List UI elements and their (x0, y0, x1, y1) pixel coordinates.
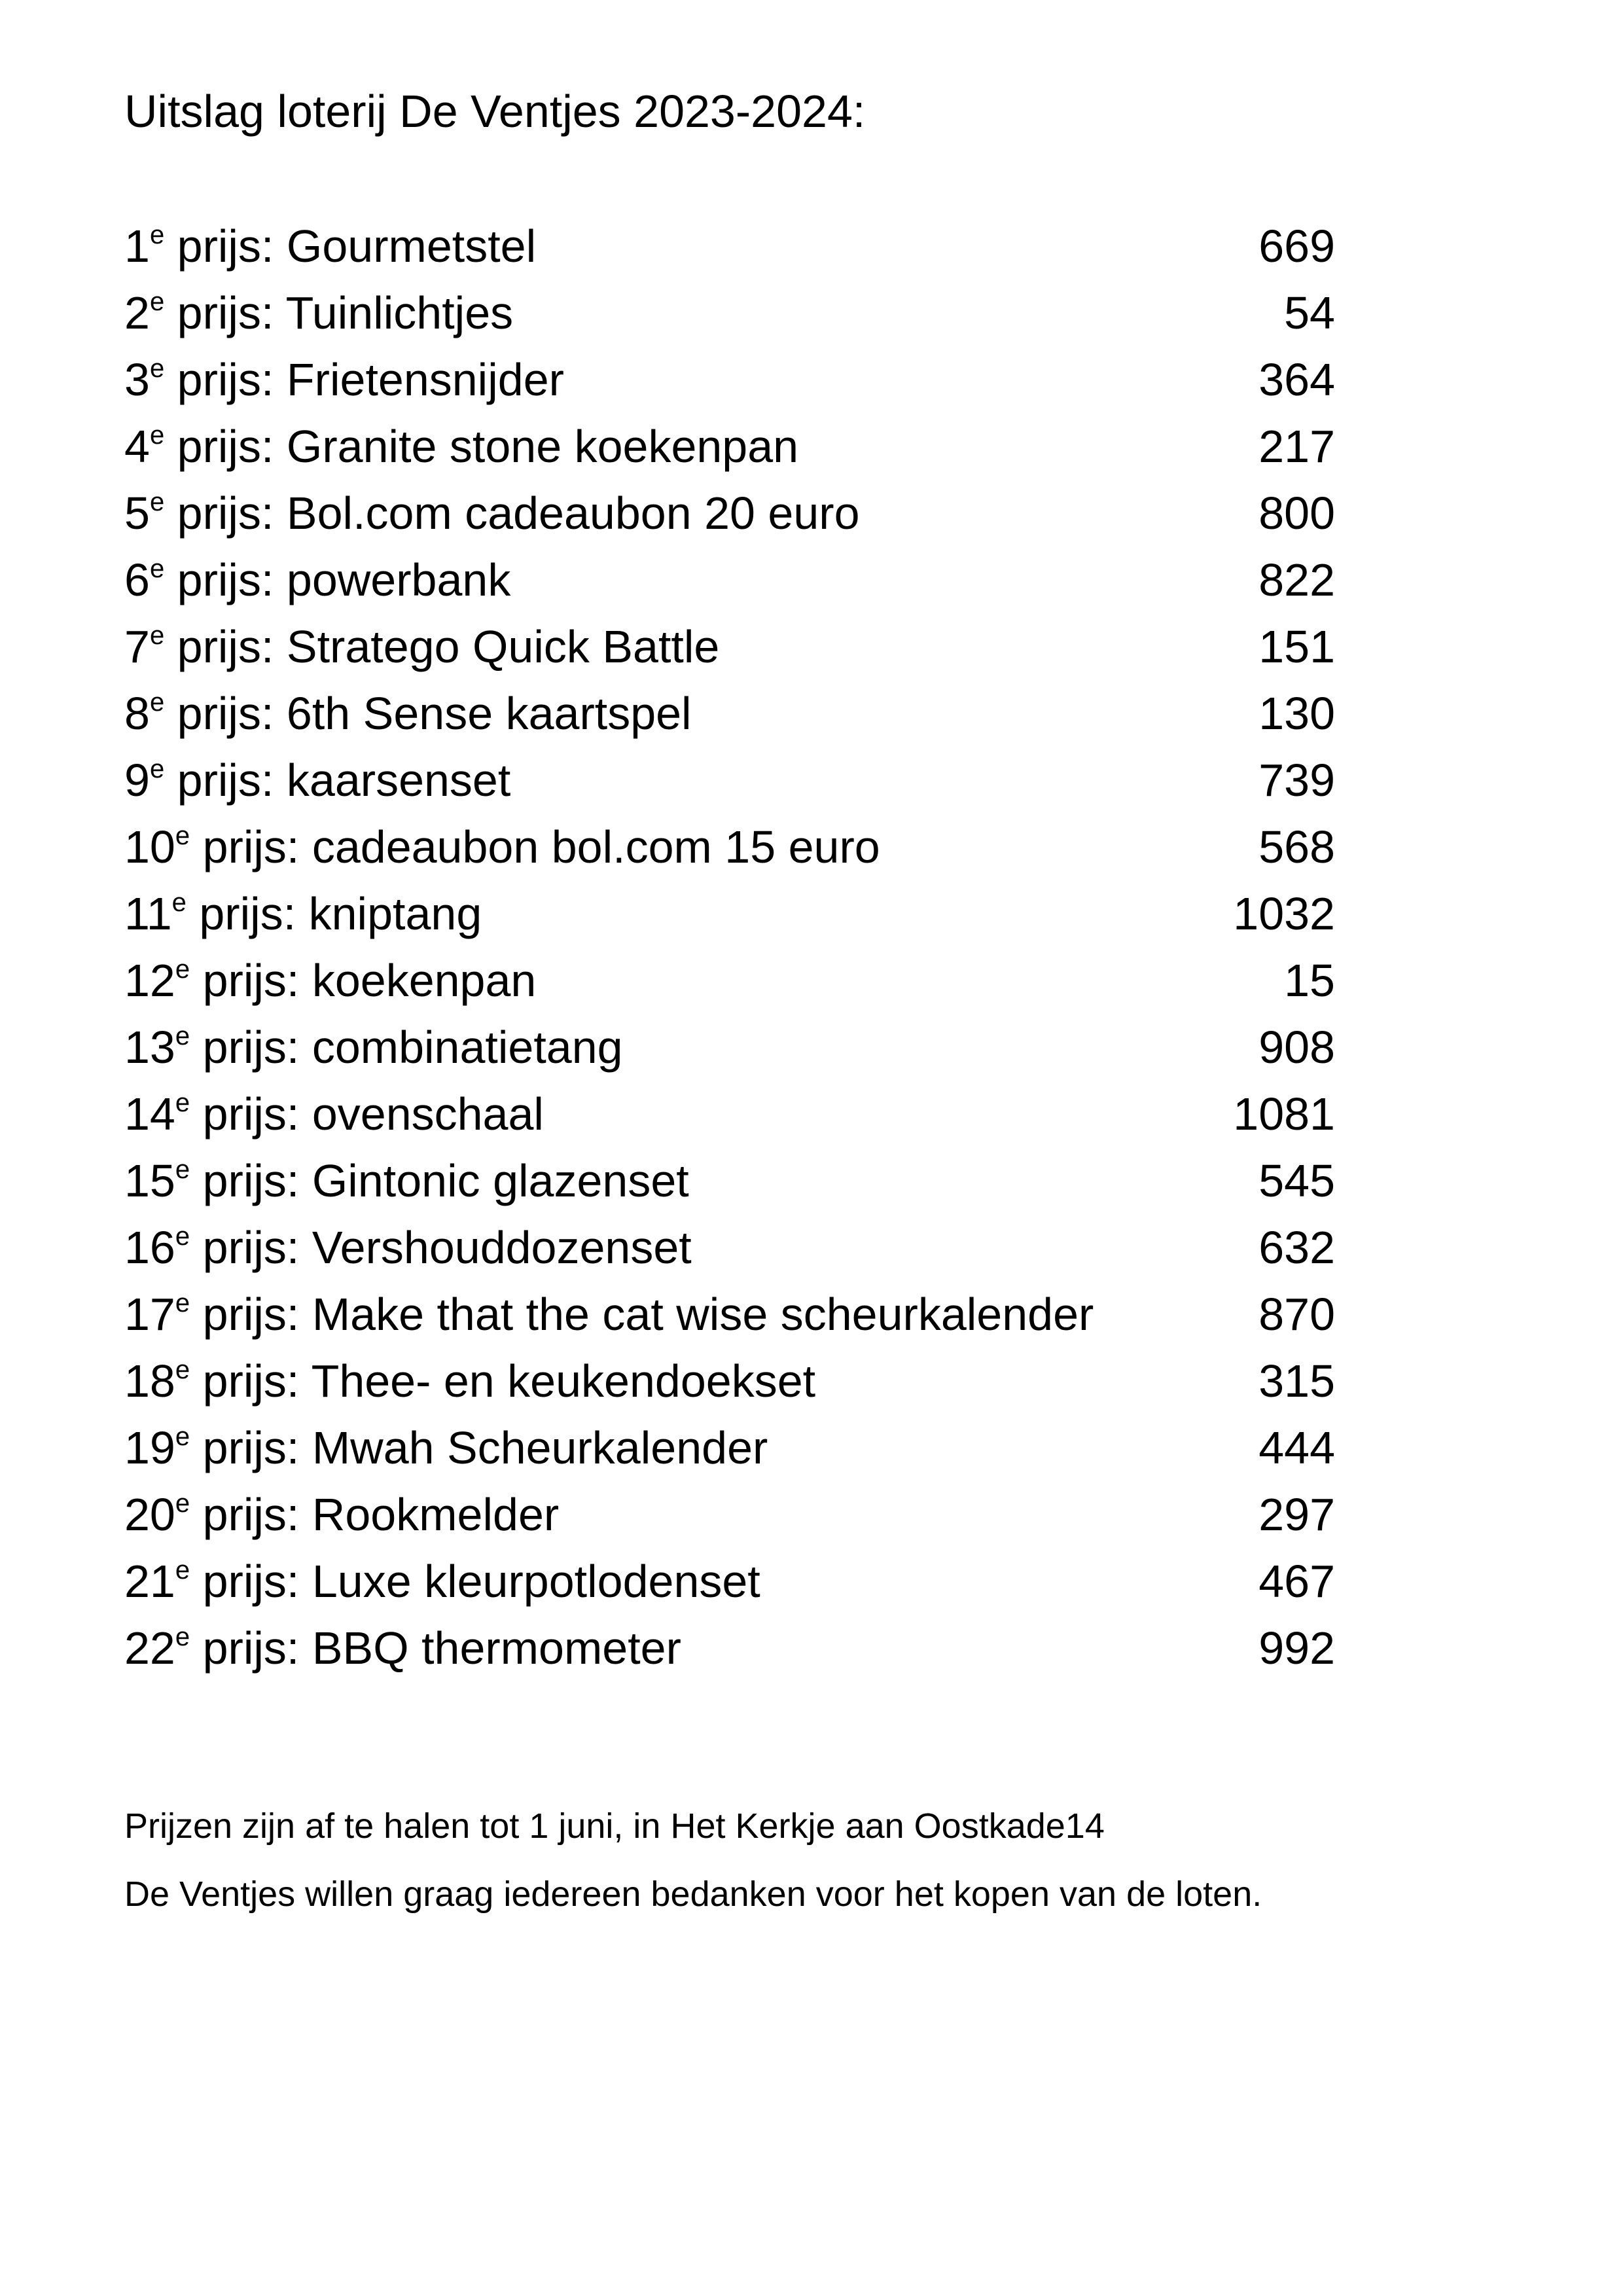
prize-rank-number: 19 (124, 1422, 175, 1473)
prize-label: prijs: (177, 287, 274, 338)
prize-label: prijs: (202, 1088, 300, 1139)
prize-rank (124, 821, 190, 872)
prize-rank (124, 755, 164, 806)
ordinal-suffix: e (149, 220, 165, 249)
prize-rank-number: 1 (124, 221, 150, 272)
prize-row (124, 1147, 1335, 1214)
prize-row (124, 1548, 1335, 1615)
winning-ticket-number: 15 (1284, 955, 1335, 1006)
prize-row (124, 413, 1335, 480)
prize-name: kniptang (308, 888, 482, 939)
winning-ticket-number: 54 (1284, 287, 1335, 338)
prize-rank-number: 6 (124, 554, 150, 605)
prize-rank-number: 11 (124, 888, 172, 939)
prize-name: Bol.com cadeaubon 20 euro (286, 488, 860, 539)
prize-row (124, 880, 1335, 947)
winning-ticket-number: 908 (1258, 1022, 1335, 1073)
prize-rank-number: 4 (124, 421, 150, 472)
winning-ticket-number: 669 (1258, 221, 1335, 272)
prize-label: prijs: (177, 421, 274, 472)
prize-label: prijs: (177, 554, 274, 605)
prize-name: cadeaubon bol.com 15 euro (312, 821, 880, 872)
prize-label: prijs: (202, 821, 300, 872)
prize-label: prijs: (177, 621, 274, 672)
prize-row (124, 947, 1335, 1014)
prize-row (124, 613, 1335, 680)
winning-ticket-number: 297 (1258, 1489, 1335, 1540)
winning-ticket-number: 217 (1258, 421, 1335, 472)
prize-row (124, 1214, 1335, 1281)
prize-rank-number: 14 (124, 1088, 175, 1139)
winning-ticket-number: 467 (1258, 1556, 1335, 1607)
ordinal-suffix: e (175, 821, 190, 850)
prize-rank (124, 1155, 190, 1206)
prize-rank-number: 10 (124, 821, 175, 872)
prize-label: prijs: (199, 888, 296, 939)
prize-row (124, 213, 1335, 279)
winning-ticket-number: 545 (1258, 1155, 1335, 1206)
winning-ticket-number: 632 (1258, 1222, 1335, 1273)
winning-ticket-number: 1032 (1233, 888, 1335, 939)
ordinal-suffix: e (149, 287, 165, 316)
ordinal-suffix: e (175, 1555, 190, 1585)
prize-name: Frietensnijder (286, 354, 564, 405)
prize-name: Thee- en keukendoekset (311, 1355, 816, 1407)
ordinal-suffix: e (175, 1221, 190, 1251)
prize-row (124, 1414, 1335, 1481)
prize-rank (124, 621, 164, 672)
ordinal-suffix: e (175, 1088, 190, 1117)
prize-rank (124, 688, 164, 739)
prize-rank (124, 1355, 190, 1407)
ordinal-suffix: e (175, 1422, 190, 1451)
winning-ticket-number: 800 (1258, 488, 1335, 539)
prize-row (124, 1281, 1335, 1348)
prize-rank (124, 888, 187, 939)
prize-label: prijs: (177, 221, 274, 272)
pickup-notice: Prijzen zijn af te halen tot 1 juni, in Het Kerkje aan Oostkade14 (124, 1806, 1105, 1846)
prize-row (124, 1481, 1335, 1548)
prize-label: prijs: (177, 755, 274, 806)
document-title: Uitslag loterij De Ventjes 2023-2024: (124, 86, 866, 137)
footer-notes (124, 1792, 1262, 1928)
ordinal-suffix: e (149, 620, 165, 650)
prize-rank-number: 5 (124, 488, 150, 539)
prize-rank (124, 955, 190, 1006)
ordinal-suffix: e (175, 1488, 190, 1518)
ordinal-suffix: e (149, 487, 165, 516)
prize-label: prijs: (202, 1489, 300, 1540)
winning-ticket-number: 739 (1258, 755, 1335, 806)
winning-ticket-number: 444 (1258, 1422, 1335, 1473)
prize-label: prijs: (202, 1022, 300, 1073)
prize-rank (124, 1088, 190, 1139)
ordinal-suffix: e (175, 1355, 190, 1384)
winning-ticket-number: 822 (1258, 554, 1335, 605)
prize-rank (124, 1422, 190, 1473)
ordinal-suffix: e (175, 1155, 190, 1184)
winning-ticket-number: 870 (1258, 1289, 1335, 1340)
prize-label: prijs: (202, 955, 300, 1006)
prize-rank-number: 7 (124, 621, 150, 672)
prize-row (124, 547, 1335, 613)
prize-rank-number: 8 (124, 688, 150, 739)
prize-rank (124, 421, 164, 472)
prize-rank (124, 488, 164, 539)
winning-ticket-number: 130 (1258, 688, 1335, 739)
ordinal-suffix: e (149, 754, 165, 783)
prize-rank (124, 1022, 190, 1073)
prize-rank-number: 12 (124, 955, 175, 1006)
prize-row (124, 1014, 1335, 1081)
prize-name: Rookmelder (312, 1489, 560, 1540)
prize-rank (124, 1556, 190, 1607)
prize-row (124, 1348, 1335, 1414)
prize-rank-number: 21 (124, 1556, 175, 1607)
prize-label: prijs: (177, 354, 274, 405)
prize-name: Luxe kleurpotlodenset (312, 1556, 760, 1607)
ordinal-suffix: e (149, 687, 165, 717)
ordinal-suffix: e (171, 888, 187, 917)
prize-row (124, 346, 1335, 413)
prize-label: prijs: (177, 488, 274, 539)
thank-you-note: De Ventjes willen graag iedereen bedanken voor het kopen van de loten. (124, 1874, 1262, 1914)
winning-ticket-number: 1081 (1233, 1088, 1335, 1139)
prize-name: ovenschaal (312, 1088, 544, 1139)
prize-rank-number: 9 (124, 755, 150, 806)
prize-row (124, 814, 1335, 880)
prize-row (124, 480, 1335, 547)
prize-label: prijs: (202, 1289, 300, 1340)
prize-rank-number: 18 (124, 1355, 175, 1407)
winning-ticket-number: 364 (1258, 354, 1335, 405)
ordinal-suffix: e (175, 1021, 190, 1050)
prize-name: powerbank (286, 554, 511, 605)
prize-rank-number: 17 (124, 1289, 175, 1340)
winning-ticket-number: 992 (1258, 1623, 1335, 1674)
prize-rank (124, 221, 164, 272)
prize-rank-number: 2 (124, 287, 150, 338)
prize-rank (124, 1289, 190, 1340)
prize-rank-number: 13 (124, 1022, 175, 1073)
prize-list (124, 213, 1335, 1681)
prize-name: Tuinlichtjes (285, 287, 514, 338)
prize-rank-number: 3 (124, 354, 150, 405)
prize-row (124, 1615, 1335, 1681)
prize-row (124, 1081, 1335, 1147)
prize-name: BBQ thermometer (312, 1623, 681, 1674)
prize-rank (124, 354, 164, 405)
prize-rank-number: 20 (124, 1489, 175, 1540)
prize-name: 6th Sense kaartspel (286, 688, 692, 739)
prize-label: prijs: (202, 1422, 300, 1473)
prize-label: prijs: (202, 1556, 300, 1607)
prize-rank (124, 1222, 190, 1273)
prize-name: Vershouddozenset (312, 1222, 692, 1273)
prize-rank-number: 16 (124, 1222, 175, 1273)
prize-label: prijs: (202, 1222, 300, 1273)
prize-name: Gourmetstel (286, 221, 537, 272)
winning-ticket-number: 151 (1258, 621, 1335, 672)
prize-rank-number: 22 (124, 1623, 175, 1674)
winning-ticket-number: 568 (1258, 821, 1335, 872)
prize-name: combinatietang (312, 1022, 623, 1073)
prize-name: Stratego Quick Battle (286, 621, 720, 672)
ordinal-suffix: e (175, 954, 190, 984)
prize-label: prijs: (202, 1623, 300, 1674)
ordinal-suffix: e (149, 353, 165, 383)
prize-label: prijs: (202, 1355, 300, 1407)
prize-label: prijs: (177, 688, 274, 739)
ordinal-suffix: e (149, 554, 165, 583)
ordinal-suffix: e (175, 1622, 190, 1651)
prize-name: Mwah Scheurkalender (312, 1422, 768, 1473)
prize-rank (124, 554, 164, 605)
prize-row (124, 279, 1335, 346)
prize-rank (124, 1489, 190, 1540)
prize-rank-number: 15 (124, 1155, 175, 1206)
prize-name: kaarsenset (286, 755, 511, 806)
prize-rank (124, 1623, 190, 1674)
prize-label: prijs: (202, 1155, 300, 1206)
prize-name: Make that the cat wise scheurkalender (312, 1289, 1094, 1340)
prize-row (124, 747, 1335, 814)
prize-name: Granite stone koekenpan (286, 421, 799, 472)
prize-rank (124, 287, 164, 338)
ordinal-suffix: e (175, 1288, 190, 1318)
prize-name: Gintonic glazenset (312, 1155, 689, 1206)
winning-ticket-number: 315 (1258, 1355, 1335, 1407)
prize-name: koekenpan (312, 955, 537, 1006)
ordinal-suffix: e (149, 420, 165, 450)
prize-row (124, 680, 1335, 747)
